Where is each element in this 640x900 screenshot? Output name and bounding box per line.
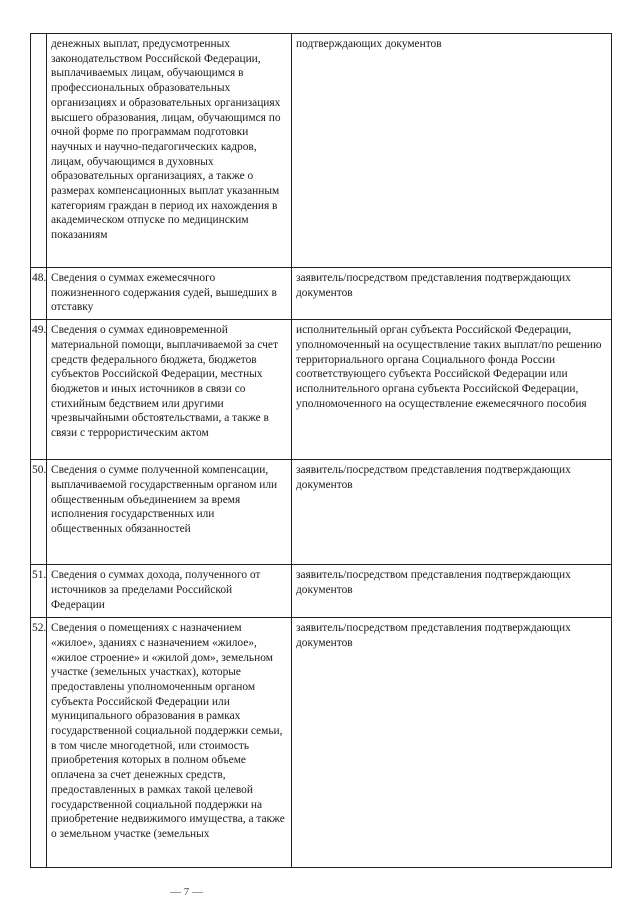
table-row	[31, 618, 612, 868]
row-number: 52.	[31, 618, 47, 868]
row-number: 51.	[31, 565, 47, 618]
source-cell	[292, 618, 612, 868]
table-row	[31, 34, 612, 268]
info-cell	[47, 618, 292, 868]
table-row	[31, 460, 612, 565]
source-cell	[292, 565, 612, 618]
page-number: — 7 —	[170, 886, 203, 898]
source-cell	[292, 34, 612, 268]
info-cell	[47, 460, 292, 565]
row-number: 48.	[31, 268, 47, 320]
info-cell	[47, 565, 292, 618]
source-text: подтверждающих документов	[296, 38, 442, 50]
table-row	[31, 320, 612, 460]
table-row	[31, 268, 612, 320]
info-text: Сведения о помещениях с назначением «жилое», зданиях с назначением «жилое», «жилое строение» и «жилой дом», земельном участке (земельных участках), которые предоставлены уполномоченным органом субъекта Российской Федерации или муниципального образования в рамках государственной социальной поддержки семьи, в том числе многодетной, или стоимость приобретения которых в полном объеме оплачена за счет денежных средств, предоставленных в рамках такой целевой государственной социальной поддержки на приобретение недвижимого имущества, а также о земельном участке (земельных	[51, 622, 285, 840]
source-cell	[292, 268, 612, 320]
source-text: заявитель/посредством представления подтверждающих документов	[296, 464, 571, 491]
source-text: заявитель/посредством представления подтверждающих документов	[296, 569, 571, 596]
source-text: заявитель/посредством представления подтверждающих документов	[296, 272, 571, 299]
info-text: Сведения о суммах единовременной материальной помощи, выплачиваемой за счет средств федерального бюджета, бюджетов субъектов Российской Федерации, местных бюджетов и иных источников в связи со стихийным бедствием или другими чрезвычайными обстоятельствами, а также в связи с террористическим актом	[51, 324, 278, 440]
row-number: 50.	[31, 460, 47, 565]
info-cell	[47, 268, 292, 320]
row-number: 49.	[31, 320, 47, 460]
info-cell	[47, 34, 292, 268]
info-text: Сведения о сумме полученной компенсации, выплачиваемой государственным органом или общественным объединением за время исполнения государственных или общественных обязанностей	[51, 464, 278, 535]
info-cell	[47, 320, 292, 460]
table-row	[31, 565, 612, 618]
document-table	[30, 33, 612, 868]
source-text: заявитель/посредством представления подтверждающих документов	[296, 622, 571, 649]
info-text: Сведения о суммах ежемесячного пожизненного содержания судей, вышедших в отставку	[51, 272, 277, 314]
source-cell	[292, 320, 612, 460]
source-cell	[292, 460, 612, 565]
row-number	[31, 34, 47, 268]
info-text: денежных выплат, предусмотренных законодательством Российской Федерации, выплачиваемых лицам, обучающимся в профессиональных образовательных организациях и образовательных организациях высшего образования, лицам, обучающимся по очной форме по программам подготовки научных и научно-педагогических кадров, лицам, обучающимся в духовных образовательных организациях, а также о размерах компенсационных выплат указанным категориям граждан в период их нахождения в академическом отпуске по медицинским показаниям	[51, 38, 281, 242]
source-text: исполнительный орган субъекта Российской Федерации, уполномоченный на осуществление таких выплат/по решению территориального органа Социального фонда России соответствующего субъекта Российской Федерации или исполнительного органа субъекта Российской Федерации, уполномоченного на осуществление ежемесячного пособия	[296, 324, 602, 410]
info-text: Сведения о суммах дохода, полученного от источников за пределами Российской Федерации	[51, 569, 261, 611]
